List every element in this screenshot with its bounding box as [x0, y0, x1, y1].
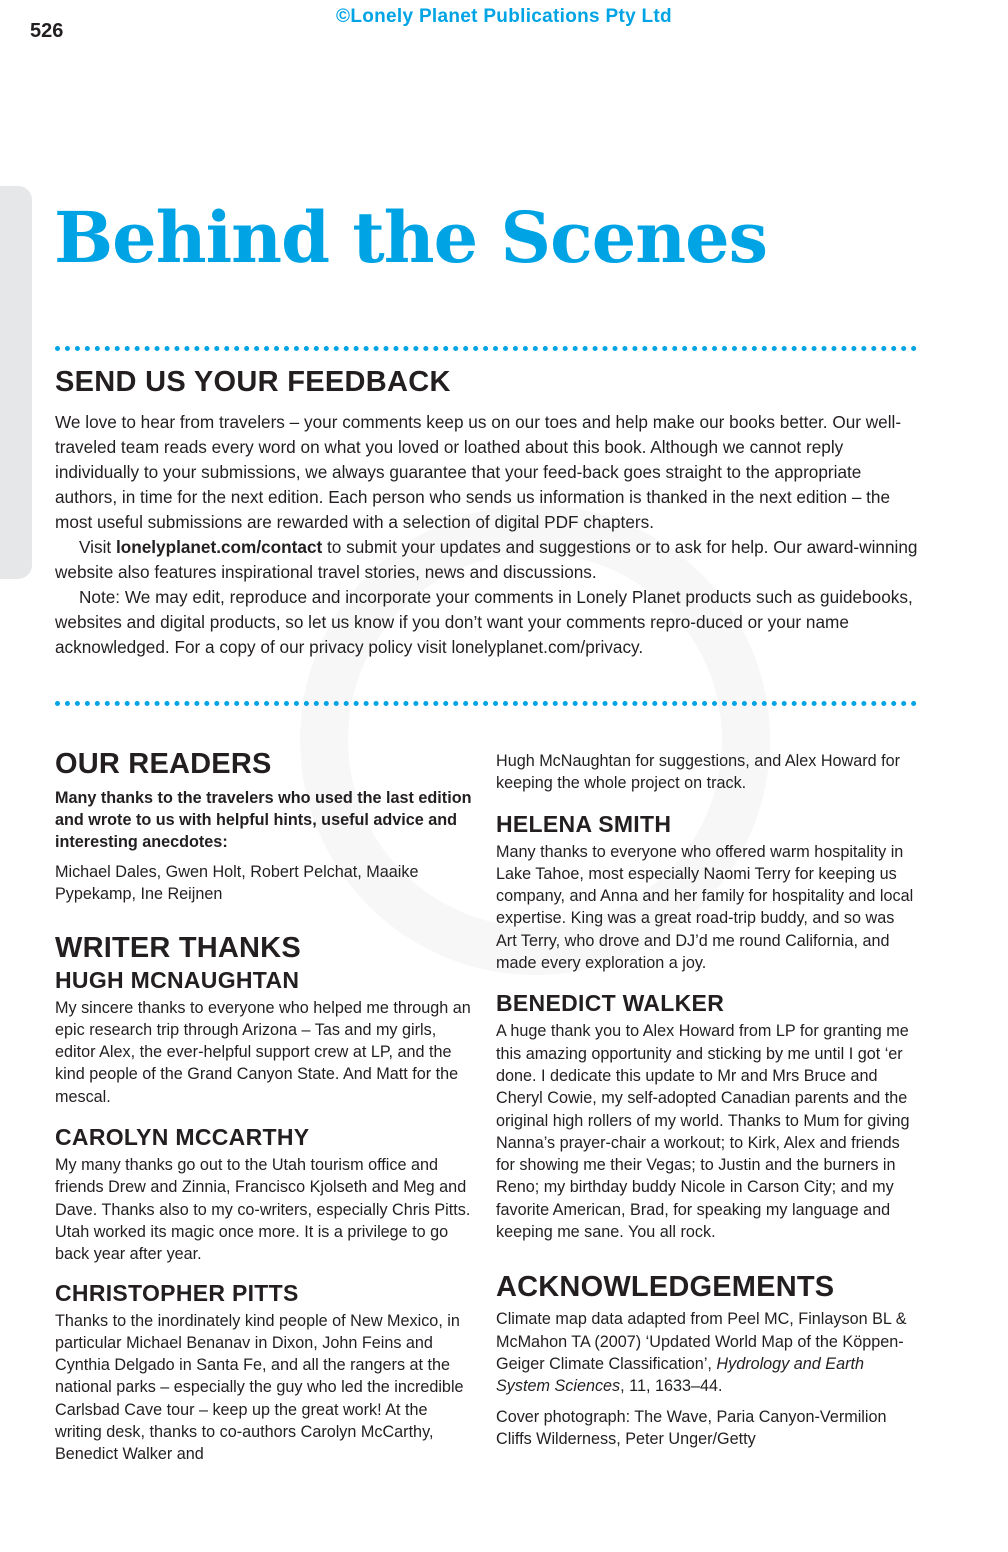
climate-journal-title: Hydrology and Earth System Sciences: [496, 1354, 864, 1396]
writer-text-benedict: A huge thank you to Alex Howard from LP for granting me this amazing opportunity and sticking by me until I got ‘er done. I dedicate this update to Mr and Mrs Bruce and Cheryl Cowie, my self-adopted Canadian parents and the original high rollers of my world. Thanks to Mum for giving Nanna’s prayer-chair a workout; to Kirk, Alex and friends for showing me their Vegas; to Justin and the burners in Reno; my birthday buddy Nicole in Carson City; and my favorite American, Brad, for speaking my language and keeping me sane. You all rock.: [496, 1022, 910, 1242]
climate-citation-text: Climate map data adapted from Peel MC, Finlayson BL & McMahon TA (2007) ‘Updated World Map of the Köppen-Geiger Climate Classification’,: [496, 1310, 907, 1373]
writer-thanks-heading: WRITER THANKS: [55, 931, 301, 964]
writer-name-hugh: HUGH MCNAUGHTAN: [55, 966, 300, 993]
feedback-body: [55, 410, 925, 660]
readers-names: Michael Dales, Gwen Holt, Robert Pelchat, Maaike Pypekamp, Ine Reijnen: [55, 863, 419, 904]
writer-text-helena: Many thanks to everyone who offered warm hospitality in Lake Tahoe, most especially Naomi Terry for keeping us company, and Anna and her family for hospitality and local expertise. King was a great road-trip buddy, and so was Art Terry, who drove and DJ’d me round California, and made every exploration a joy.: [496, 842, 914, 973]
acknowledgements-heading: ACKNOWLEDGEMENTS: [496, 1271, 835, 1304]
acknowledgements-cover: Cover photograph: The Wave, Paria Canyon-Vermilion Cliffs Wilderness, Peter Unger/Getty: [496, 1407, 887, 1448]
feedback-paragraph-3: Note: We may edit, reproduce and incorporate your comments in Lonely Planet products such as guidebooks, websites and digital products, so let us know if you don’t want your comments repro-duced or your name acknowledged. For a copy of our privacy policy visit lonelyplanet.com/privacy.: [55, 587, 913, 657]
writer-text-hugh: My sincere thanks to everyone who helped me through an epic research trip through Arizona – Tas and my girls, editor Alex, the ever-helpful support crew at LP, and the kind people of the Grand Canyon State. And Matt for the mescal.: [55, 998, 471, 1106]
dotted-divider-top: [55, 346, 917, 351]
feedback-heading: SEND US YOUR FEEDBACK: [55, 366, 451, 398]
page-number: 526: [30, 20, 64, 42]
feedback-paragraph-1: We love to hear from travelers – your comments keep us on our toes and help make our books better. Our well-traveled team reads every word on what you loved or loathed about this book. Although we cannot reply individually to your submissions, we always guarantee that your feed-back goes straight to the appropriate authors, in time for the next edition. Each person who sends us information is thanked in the next edition – the most useful submissions are rewarded with a selection of digital PDF chapters.: [55, 412, 902, 532]
writer-text-christopher: Thanks to the inordinately kind people of New Mexico, in particular Michael Benanav in Dixon, John Feins and Cynthia Delgado in Santa Fe, and all the rangers at the national parks – especially the guy who led the incredible Carlsbad Cave tour – keep up the great work! At the writing desk, thanks to co-authors Carolyn McCarthy, Benedict Walker and: [55, 1311, 464, 1464]
dotted-divider-bottom: [55, 701, 917, 706]
climate-citation-end: , 11, 1633–44.: [620, 1377, 723, 1396]
writer-name-christopher: CHRISTOPHER PITTS: [55, 1279, 299, 1306]
copyright-notice: ©Lonely Planet Publications Pty Ltd: [336, 6, 672, 27]
feedback-paragraph-2: [55, 535, 925, 585]
page-title: Behind the Scenes: [54, 196, 768, 279]
writer-text-carolyn: My many thanks go out to the Utah tourism office and friends Drew and Zinnia, Francisco Kjolseth and Meg and Dave. Thanks also to my co-writers, especially Chris Pitts. Utah worked its magic once more. It is a privilege to go back year after year.: [55, 1156, 471, 1264]
feedback-visit-rest: to submit your updates and suggestions or to ask for help. Our award-winning website also features inspirational travel stories, news and discussions.: [55, 537, 918, 582]
writer-name-helena: HELENA SMITH: [496, 810, 672, 837]
readers-heading: OUR READERS: [55, 748, 272, 780]
writer-name-carolyn: CAROLYN MCCARTHY: [55, 1124, 310, 1151]
acknowledgements-climate: [496, 1308, 916, 1397]
right-column: [496, 750, 916, 1450]
writer-text-christopher-continued: Hugh McNaughtan for suggestions, and Alex Howard for keeping the whole project on track.: [496, 752, 901, 793]
feedback-visit-text: Visit: [79, 537, 116, 557]
readers-intro: Many thanks to the travelers who used the last edition and wrote to us with helpful hints, useful advice and interesting anecdotes:: [55, 789, 472, 851]
contact-link[interactable]: lonelyplanet.com/contact: [115, 537, 323, 557]
side-tab-marker: [0, 186, 32, 579]
writer-name-benedict: BENEDICT WALKER: [496, 990, 725, 1017]
left-column: [55, 748, 475, 1466]
